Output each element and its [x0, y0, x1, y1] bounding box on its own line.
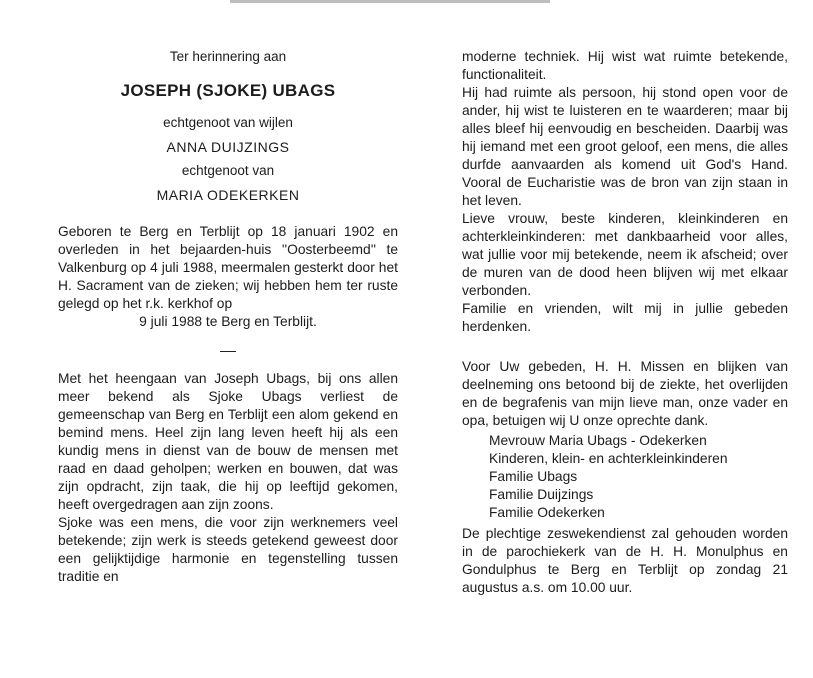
- right-column: [462, 48, 788, 597]
- paragraph-work-start: Sjoke was een mens, die voor zijn werknemers veel betekende; zijn werk is steeds getekend geweest door een gelijktijdige harmonie en tegenstelling tussen traditie en: [58, 515, 398, 584]
- paragraph-service-notice: De plechtige zeswekendienst zal gehouden worden in de parochiekerk van de H. H. Monulphus en Gondulphus te Berg en Terblijt op zondag 21 augustus a.s. om 10.00 uur.: [462, 526, 788, 595]
- signatory: Mevrouw Maria Ubags - Odekerken: [489, 433, 707, 448]
- scan-edge-mark: [230, 0, 550, 3]
- paragraph-thanks: Voor Uw gebeden, H. H. Missen en blijken van deelneming ons betoond bij de ziekte, het overlijden en de begrafenis van mijn lieve man, onze vader en opa, betuigen wij U onze oprechte dank.: [462, 359, 788, 428]
- signatory: Familie Odekerken: [489, 505, 605, 520]
- burial-date-line: 9 juli 1988 te Berg en Terblijt.: [139, 314, 317, 329]
- birth-death-text: Geboren te Berg en Terblijt op 18 januari 1902 en overleden in het bejaarden-huis ''Oosterbeemd'' te Valkenburg op 4 juli 1988, meermalen gesterkt door het H. Sacrament van de zieken; wij hebben hem ter ruste gelegd op het r.k. kerkhof op: [58, 224, 398, 311]
- paragraph-remembrance: Familie en vrienden, wilt mij in jullie gebeden herdenken.: [462, 301, 788, 334]
- spouse-name-1: ANNA DUIJZINGS: [166, 139, 290, 155]
- signatory: Familie Ubags: [489, 469, 578, 484]
- separator-dash: [220, 351, 236, 352]
- paragraph-farewell: Lieve vrouw, beste kinderen, kleinkinderen en achterkleinkinderen: met dankbaarheid voor alles, wat jullie voor mij betekende, neem ik afscheid; over de muren van de dood heen blijven wij met elkaar verbonden.: [462, 211, 788, 298]
- signatory: Kinderen, klein- en achterkleinkinderen: [489, 451, 728, 466]
- paragraph-work-end: moderne techniek. Hij wist wat ruimte betekende, functionaliteit.: [462, 49, 788, 82]
- signatory: Familie Duijzings: [489, 487, 594, 502]
- spouse-name-2: MARIA ODEKERKEN: [156, 187, 300, 203]
- paragraph-tribute: Met het heengaan van Joseph Ubags, bij ons allen meer bekend als Sjoke Ubags verliest de gemeenschap van Berg en Terblijt een alom gekend en bemind mens. Heel zijn lang leven heeft hij als een kundig mens in dienst van de bouw de mensen met raad en daad geholpen; werken en bouwen, dat was zijn opdracht, zijn taak, die hij op leeftijd gekomen, heeft overgedragen aan zijn zoons.: [58, 371, 398, 512]
- left-column: [58, 48, 398, 586]
- intro-line: Ter herinnering aan: [169, 49, 287, 64]
- signatories-list: [489, 432, 788, 522]
- deceased-name: JOSEPH (SJOKE) UBAGS: [120, 81, 336, 100]
- relation-line-1: echtgenoot van wijlen: [163, 115, 293, 130]
- paragraph-character: Hij had ruimte als persoon, hij stond open voor de ander, hij wist te luisteren en te waarderen; maar bij alles bleef hij eenvoudig en bescheiden. Daarbij was hij iemand met een groot geloof, een mens, die alles durfde aanvaarden als komend uit God's Hand. Vooral de Eucharistie was de bron van zijn staan in het leven.: [462, 85, 788, 208]
- relation-line-2: echtgenoot van: [181, 163, 275, 178]
